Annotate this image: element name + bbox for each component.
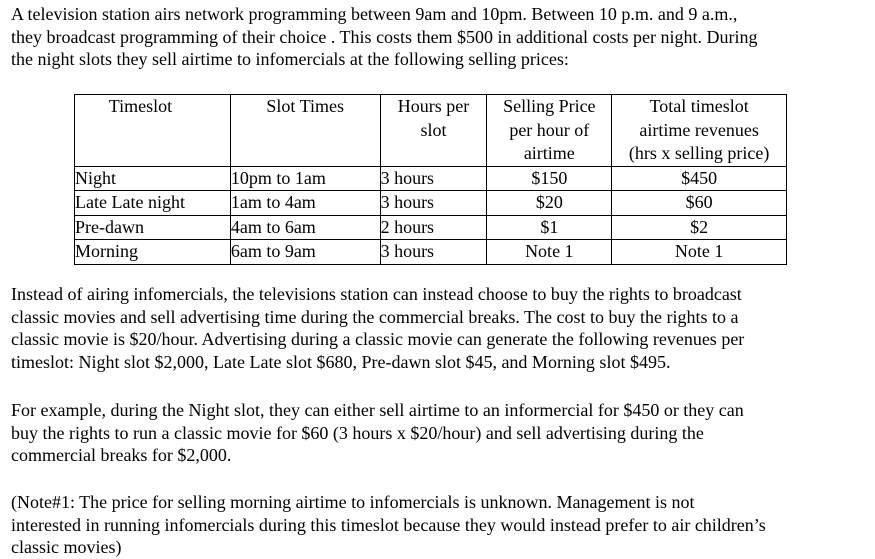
cell-total-revenue: Note 1 (612, 240, 787, 265)
classic-movie-paragraph (11, 283, 744, 373)
table-row (75, 166, 787, 191)
cell-total-revenue: $60 (612, 191, 787, 216)
paragraph-line: buy the rights to run a classic movie for $60 (3 hours x $20/hour) and sell advertising during the (11, 422, 704, 443)
header-slot-times (230, 95, 380, 167)
cell-hours: 3 hours (380, 240, 487, 265)
header-line: per hour of (509, 119, 590, 140)
intro-paragraph (11, 3, 758, 71)
paragraph-line: interested in running infomercials during this timeslot because they would instead prefer to air children’s (11, 514, 766, 535)
header-selling-price (487, 95, 612, 167)
note-paragraph (11, 491, 766, 559)
cell-selling-price: $150 (487, 166, 612, 191)
cell-hours: 2 hours (380, 215, 487, 240)
timeslot-table (74, 94, 787, 265)
header-line: slot (420, 119, 447, 140)
header-line: Hours per (397, 96, 470, 116)
cell-slot-times: 1am to 4am (230, 191, 380, 216)
table-row (75, 215, 787, 240)
cell-hours: 3 hours (380, 191, 487, 216)
header-hours-per-slot (380, 95, 487, 167)
cell-timeslot: Morning (75, 240, 231, 265)
cell-selling-price: $20 (487, 191, 612, 216)
cell-timeslot: Pre-dawn (75, 215, 231, 240)
cell-slot-times: 10pm to 1am (230, 166, 380, 191)
table-row (75, 240, 787, 265)
header-line: Timeslot (108, 96, 173, 116)
header-line: Slot Times (266, 96, 344, 116)
header-line: (hrs x selling price) (628, 143, 770, 163)
cell-total-revenue: $450 (612, 166, 787, 191)
header-timeslot (75, 95, 231, 167)
header-line: Selling Price (503, 96, 596, 116)
paragraph-line: classic movies) (11, 537, 122, 557)
cell-hours: 3 hours (380, 166, 487, 191)
intro-line: A television station airs network programming between 9am and 10pm. Between 10 p.m. and 9 a.m., (11, 4, 738, 24)
cell-slot-times: 6am to 9am (230, 240, 380, 265)
paragraph-line: For example, during the Night slot, they can either sell airtime to an informercial for $450 or they can (11, 400, 744, 420)
header-total-revenues (612, 95, 787, 167)
cell-timeslot: Night (75, 166, 231, 191)
cell-selling-price: Note 1 (487, 240, 612, 265)
paragraph-line: commercial breaks for $2,000. (11, 445, 232, 465)
table-header-row (75, 95, 787, 167)
header-line: Total timeslot (649, 96, 749, 116)
header-line: airtime revenues (639, 119, 759, 140)
paragraph-line: classic movie is $20/hour. Advertising during a classic movie can generate the following revenues per (11, 329, 745, 349)
cell-selling-price: $1 (487, 215, 612, 240)
intro-line: the night slots they sell airtime to infomercials at the following selling prices: (11, 49, 569, 69)
intro-line: they broadcast programming of their choice . This costs them $500 in additional costs per night. During (11, 26, 758, 47)
table-row (75, 191, 787, 216)
cell-slot-times: 4am to 6am (230, 215, 380, 240)
paragraph-line: classic movies and sell advertising time during the commercial breaks. The cost to buy the rights to a (11, 306, 739, 327)
header-line: airtime (523, 143, 575, 163)
cell-total-revenue: $2 (612, 215, 787, 240)
example-paragraph (11, 399, 744, 467)
paragraph-line: timeslot: Night slot $2,000, Late Late slot $680, Pre-dawn slot $45, and Morning slot $495. (11, 351, 671, 372)
paragraph-line: (Note#1: The price for selling morning airtime to infomercials is unknown. Management is not (11, 492, 695, 512)
paragraph-line: Instead of airing infomercials, the televisions station can instead choose to buy the rights to broadcast (11, 284, 742, 304)
cell-timeslot: Late Late night (75, 191, 231, 216)
